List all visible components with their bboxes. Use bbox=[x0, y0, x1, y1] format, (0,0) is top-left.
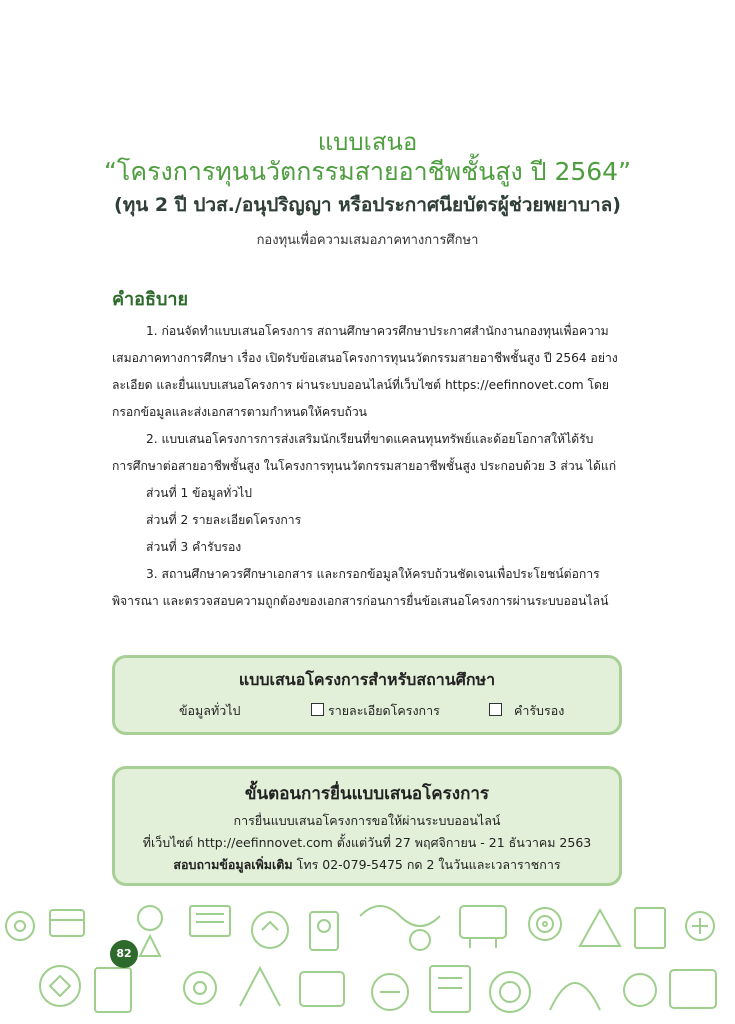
form-item-details: รายละเอียดโครงการ bbox=[311, 701, 440, 721]
steps-line-1: การยื่นแบบเสนอโครงการขอให้ผ่านระบบออนไลน์ bbox=[233, 813, 501, 828]
title-line-3: (ทุน 2 ปี ปวส./อนุปริญญา หรือประกาศนียบัตรผู้ช่วยพยาบาล) bbox=[114, 194, 621, 216]
page-number: 82 bbox=[110, 940, 138, 968]
contact-label: สอบถามข้อมูลเพิ่มเติม bbox=[173, 857, 293, 872]
steps-box-title: ขั้นตอนการยื่นแบบเสนอโครงการ bbox=[244, 784, 490, 804]
description-line: 3. สถานศึกษาควรศึกษาเอกสาร และกรอกข้อมูลให้ครบถ้วนชัดเจนเพื่อประโยชน์ต่อการ bbox=[146, 567, 600, 581]
title-line-2: “โครงการทุนนวัตกรรมสายอาชีพชั้นสูง ปี 2564” bbox=[103, 157, 632, 186]
description-heading: คำอธิบาย bbox=[112, 289, 189, 310]
checkbox-icon[interactable] bbox=[311, 703, 324, 716]
description-line: ละเอียด และยื่นแบบเสนอโครงการ ผ่านระบบออนไลน์ที่เว็บไซต์ https://eefinnovet.com โดย bbox=[112, 378, 610, 392]
contact-info: โทร 02-079-5475 กด 2 ในวันและเวลาราชการ bbox=[292, 857, 561, 872]
form-box-title: แบบเสนอโครงการสำหรับสถานศึกษา bbox=[238, 670, 496, 689]
description-line: ส่วนที่ 3 คำรับรอง bbox=[146, 540, 242, 554]
description-line: ส่วนที่ 1 ข้อมูลทั่วไป bbox=[146, 486, 253, 500]
checkbox-icon[interactable] bbox=[489, 703, 502, 716]
description-line: การศึกษาต่อสายอาชีพชั้นสูง ในโครงการทุนนวัตกรรมสายอาชีพชั้นสูง ประกอบด้วย 3 ส่วน ได้แก่ bbox=[112, 459, 617, 473]
steps-box bbox=[112, 766, 622, 886]
steps-line-3 bbox=[115, 854, 619, 876]
description-line: 1. ก่อนจัดทำแบบเสนอโครงการ สถานศึกษาควรศึกษาประกาศสำนักงานกองทุนเพื่อความ bbox=[146, 324, 609, 338]
description-line: 2. แบบเสนอโครงการการส่งเสริมนักเรียนที่ขาดแคลนทุนทรัพย์และด้อยโอกาสให้ได้รับ bbox=[146, 432, 594, 446]
description-line: พิจารณา และตรวจสอบความถูกต้องของเอกสารก่อนการยื่นข้อเสนอโครงการผ่านระบบออนไลน์ bbox=[112, 594, 609, 608]
description-line: ส่วนที่ 2 รายละเอียดโครงการ bbox=[146, 513, 302, 527]
organization-name: กองทุนเพื่อความเสมอภาคทางการศึกษา bbox=[256, 233, 479, 248]
form-box bbox=[112, 655, 622, 735]
steps-line-2: ที่เว็บไซต์ http://eefinnovet.com ตั้งแต่วันที่ 27 พฤศจิกายน - 21 ธันวาคม 2563 bbox=[142, 835, 592, 850]
form-item-certification: คำรับรอง bbox=[489, 701, 564, 721]
description-line: เสมอภาคทางการศึกษา เรื่อง เปิดรับข้อเสนอโครงการทุนนวัตกรรมสายอาชีพชั้นสูง ปี 2564 อย่าง bbox=[112, 351, 618, 365]
title-line-1: แบบเสนอ bbox=[317, 128, 418, 156]
description-line: กรอกข้อมูลและส่งเอกสารตามกำหนดให้ครบถ้วน bbox=[112, 405, 367, 419]
form-item-general: ข้อมูลทั่วไป bbox=[179, 703, 241, 718]
decorative-icon-pattern bbox=[0, 896, 735, 1024]
